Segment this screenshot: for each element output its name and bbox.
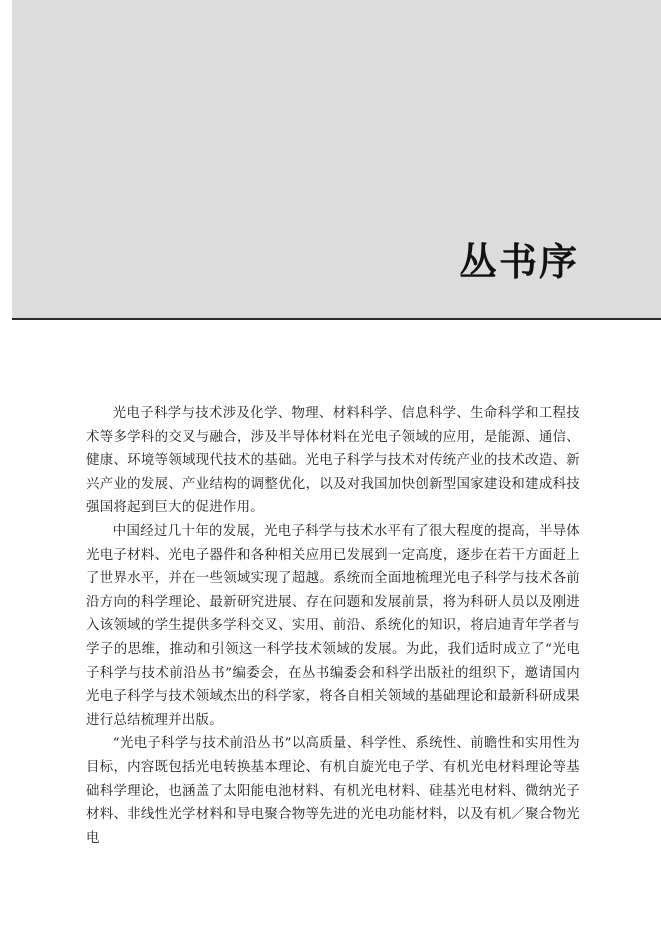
paragraph-1: 光电子科学与技术涉及化学、物理、材料科学、信息科学、生命科学和工程技术等多学科的交叉与融合，涉及半导体材料在光电子领域的应用，是能源、通信、健康、环境等领域现代技术的基础。光电子科学与技术对传统产业的技术改造、新兴产业的发展、产业结构的调整优化，以及对我国加快创新型国家建设和建成科技强国将起到巨大的促进作用。 [86,406,580,516]
paragraph-3: “光电子科学与技术前沿丛书”以高质量、科学性、系统性、前瞻性和实用性为目标，内容既包括光电转换基本理论、有机自旋光电子学、有机光电材料理论等基础科学理论，也涵盖了太阳能电池材料、有机光电材料、硅基光电材料、微纳光子材料、非线性光学材料和导电聚合物等先进的光电功能材料，以及有机／聚合物光电 [86,736,580,846]
body-text [86,402,580,850]
paragraph-2: 中国经过几十年的发展，光电子科学与技术水平有了很大程度的提高，半导体光电子材料、光电子器件和各种相关应用已发展到一定高度，逐步在若干方面赶上了世界水平，并在一些领域实现了超越。系统而全面地梳理光电子科学与技术各前沿方向的科学理论、最新研究进展、存在问题和发展前景，将为科研人员以及刚进入该领域的学生提供多学科交叉、实用、前沿、系统化的知识，将启迪青年学者与学子的思维，推动和引领这一科学技术领域的发展。为此，我们适时成立了“光电子科学与技术前沿丛书”编委会，在丛书编委会和科学出版社的组织下，邀请国内光电子科学与技术领域杰出的科学家，将各自相关领域的基础理论和最新科研成果进行总结梳理并出版。 [86,523,580,728]
header-divider [12,318,661,320]
page-title: 丛书序 [458,239,579,284]
